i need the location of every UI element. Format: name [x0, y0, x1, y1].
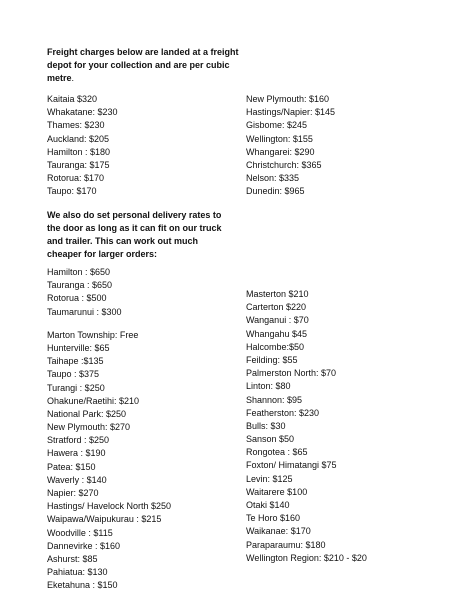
- rate-item: Dunedin: $965: [246, 186, 305, 197]
- rate-item: Otaki $140: [246, 500, 290, 510]
- rate-item: Tauranga: $175: [47, 159, 110, 170]
- rate-item: Masterton $210: [246, 289, 309, 299]
- rate-item: Rongotea : $65: [246, 447, 308, 458]
- rate-item: Dannevirke : $160: [47, 540, 121, 551]
- rate-item: Hamilton : $650: [47, 267, 111, 277]
- rate-item: Carterton $220: [246, 302, 307, 313]
- rate-item: Hastings/ Havelock North $250: [47, 501, 172, 512]
- rate-item: Thames: $230: [47, 120, 105, 131]
- rate-item: Hawera : $190: [47, 448, 106, 459]
- rate-item: Patea: $150: [47, 461, 96, 472]
- rate-item: Whangahu $45: [246, 328, 308, 339]
- rate-item: Turangi : $250: [47, 382, 105, 393]
- rate-item: National Park: $250: [47, 408, 127, 419]
- rate-item: Waikanae: $170: [246, 526, 311, 537]
- rate-item: Taihape :$135: [47, 356, 104, 367]
- rate-item: New Plymouth: $160: [246, 94, 330, 104]
- rate-item: Ohakune/Raetihi: $210: [47, 395, 140, 406]
- rate-item: Wanganui : $70: [246, 315, 309, 326]
- rate-item: Sanson $50: [246, 434, 295, 445]
- rate-item: Halcombe:$50: [246, 341, 305, 352]
- rate-item: Feilding: $55: [246, 354, 298, 365]
- rate-item: Wellington: $155: [246, 133, 313, 144]
- rate-item: Hamilton : $180: [47, 146, 111, 157]
- rate-item: Gisbome: $245: [246, 120, 308, 131]
- rate-item: Kaitaia $320: [47, 94, 98, 104]
- rate-item: Levin: $125: [246, 473, 293, 484]
- rate-item: Tauranga : $650: [47, 280, 113, 291]
- depot-rates-left-list: [47, 93, 118, 199]
- rate-item: Whangarei: $290: [246, 146, 315, 157]
- rate-item: Hastings/Napier: $145: [246, 107, 336, 118]
- rate-item: Waipawa/Waipukurau : $215: [47, 514, 162, 525]
- rate-item: Rotorua: $170: [47, 173, 105, 184]
- rate-item: Palmerston North: $70: [246, 368, 337, 379]
- rate-item: Waverly : $140: [47, 474, 107, 485]
- rate-item: Christchurch: $365: [246, 159, 322, 170]
- delivery-rates-left-list: [47, 266, 171, 593]
- rate-item: Ashurst: $85: [47, 553, 98, 564]
- rate-item: Waitarere $100: [246, 486, 308, 497]
- rate-item: Napier: $270: [47, 488, 99, 498]
- rate-item: Marton Township: Free: [47, 329, 139, 340]
- rate-item: Featherston: $230: [246, 407, 320, 418]
- rate-item: Wellington Region: $210 - $20: [246, 552, 367, 563]
- rate-item: Linton: $80: [246, 381, 291, 392]
- depot-rates-right-list: [246, 93, 335, 199]
- list-spacer: [47, 319, 171, 329]
- rate-item: Foxton/ Himatangi $75: [246, 460, 337, 471]
- rate-item: New Plymouth: $270: [47, 422, 131, 433]
- rate-item: Shannon: $95: [246, 394, 303, 405]
- rate-item: Rotorua : $500: [47, 293, 107, 304]
- rate-item: Woodville : $115: [47, 527, 113, 538]
- rate-item: Paraparaumu: $180: [246, 539, 326, 550]
- depot-rates-heading-period: .: [71, 73, 75, 83]
- rate-item: Stratford : $250: [47, 435, 110, 446]
- rate-item: Taumarunui : $300: [47, 306, 122, 317]
- rate-item: Nelson: $335: [246, 173, 300, 184]
- rate-item: Te Horo $160: [246, 513, 301, 524]
- rate-item: Bulls: $30: [246, 420, 286, 431]
- delivery-rates-right-list: [246, 288, 367, 565]
- rate-item: Eketahuna : $150: [47, 580, 118, 591]
- rate-item: Taupo: $170: [47, 186, 97, 197]
- rate-item: Taupo : $375: [47, 369, 100, 380]
- rate-item: Hunterville: $65: [47, 342, 110, 353]
- depot-rates-heading: [47, 46, 247, 85]
- rate-item: Auckland: $205: [47, 133, 110, 144]
- depot-rates-heading-text: Freight charges below are landed at a freight depot for your collection and are per cubic metre: [47, 47, 239, 83]
- delivery-rates-heading: We also do set personal delivery rates to the door as long as it can fit on our truck and trailer. This can work out much cheaper for larger orders:: [47, 210, 222, 259]
- rate-item: Whakatane: $230: [47, 107, 118, 118]
- rate-item: Pahiatua: $130: [47, 567, 108, 578]
